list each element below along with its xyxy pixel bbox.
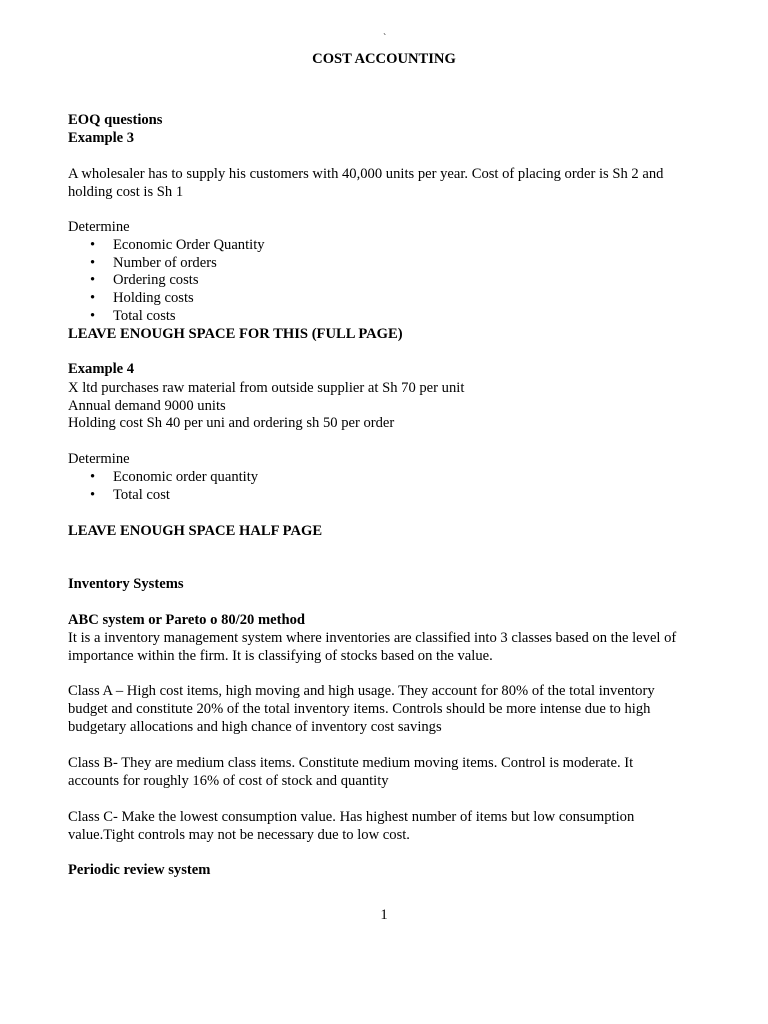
bullet-icon: • [90, 272, 96, 288]
list-item: Economic order quantity [113, 469, 259, 485]
class-b-line2: accounts for roughly 16% of cost of stock and quantity [68, 773, 389, 789]
example4-line1: X ltd purchases raw material from outside supplier at Sh 70 per unit [68, 380, 465, 396]
example3-title: Example 3 [68, 130, 135, 146]
page-number: 1 [380, 907, 388, 923]
example3-determine: Determine [68, 219, 130, 235]
document-title: COST ACCOUNTING [312, 51, 456, 67]
bullet-icon: • [90, 255, 96, 271]
example4-determine: Determine [68, 451, 130, 467]
example3-text-line1: A wholesaler has to supply his customers with 40,000 units per year. Cost of placing order is Sh 2 and [68, 166, 664, 182]
class-a-line2: budget and constitute 20% of the total inventory items. Controls should be more intense due to high [68, 701, 651, 717]
stray-tick-mark: ` [383, 33, 387, 44]
abc-paragraph-line1: It is a inventory management system where inventories are classified into 3 classes based on the level of [68, 630, 677, 646]
class-c-line1: Class C- Make the lowest consumption value. Has highest number of items but low consumption [68, 809, 635, 825]
example3-space-note: LEAVE ENOUGH SPACE FOR THIS (FULL PAGE) [68, 326, 403, 342]
abc-system-heading: ABC system or Pareto o 80/20 method [68, 612, 305, 628]
bullet-icon: • [90, 290, 96, 306]
list-item: Total costs [113, 308, 176, 324]
list-item: Total cost [113, 487, 170, 503]
example4-space-note: LEAVE ENOUGH SPACE HALF PAGE [68, 523, 323, 539]
list-item: Ordering costs [113, 272, 199, 288]
list-item: Number of orders [113, 255, 217, 271]
abc-paragraph-line2: importance within the firm. It is classifying of stocks based on the value. [68, 648, 493, 664]
bullet-icon: • [90, 469, 96, 485]
class-b-line1: Class B- They are medium class items. Constitute medium moving items. Control is moderate. It [68, 755, 634, 771]
example4-title: Example 4 [68, 361, 135, 377]
class-a-line1: Class A – High cost items, high moving and high usage. They account for 80% of the total inventory [68, 683, 655, 699]
list-item: Economic Order Quantity [113, 237, 265, 253]
example3-text-line2: holding cost is Sh 1 [68, 184, 184, 200]
eoq-heading: EOQ questions [68, 112, 163, 128]
inventory-systems-heading: Inventory Systems [68, 576, 184, 592]
bullet-icon: • [90, 487, 96, 503]
list-item: Holding costs [113, 290, 194, 306]
class-a-line3: budgetary allocations and high chance of inventory cost savings [68, 719, 442, 735]
example4-line2: Annual demand 9000 units [68, 398, 226, 414]
periodic-review-heading: Periodic review system [68, 862, 211, 878]
bullet-icon: • [90, 308, 96, 324]
example4-line3: Holding cost Sh 40 per uni and ordering sh 50 per order [68, 415, 395, 431]
class-c-line2: value.Tight controls may not be necessary due to low cost. [68, 827, 410, 843]
bullet-icon: • [90, 237, 96, 253]
